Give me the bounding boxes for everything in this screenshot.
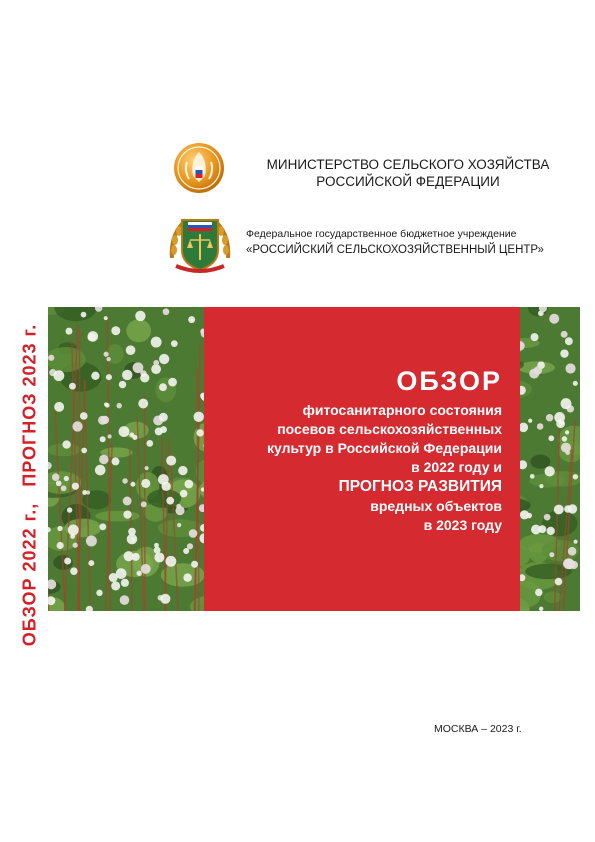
center-subtitle: Федеральное государственное бюджетное учреждение bbox=[246, 228, 517, 240]
title-line-4: в 2022 году и bbox=[411, 459, 502, 475]
ministry-name bbox=[248, 156, 568, 190]
spine-review: ОБЗОР 2022 г., bbox=[19, 502, 40, 647]
spine bbox=[10, 300, 50, 670]
title-block bbox=[212, 365, 502, 535]
title-line-2: посевов сельскохозяйственных bbox=[277, 421, 502, 437]
title-line-1: фитосанитарного состояния bbox=[302, 402, 502, 418]
center-name: «РОССИЙСКИЙ СЕЛЬСКОХОЗЯЙСТВЕННЫЙ ЦЕНТР» bbox=[246, 244, 544, 256]
title-line-6: в 2023 году bbox=[423, 517, 502, 533]
title-forecast: ПРОГНОЗ РАЗВИТИЯ bbox=[338, 478, 502, 495]
place-year: МОСКВА – 2023 г. bbox=[434, 723, 522, 735]
title-panel bbox=[204, 307, 520, 611]
ministry-name-line2: РОССИЙСКОЙ ФЕДЕРАЦИИ bbox=[316, 174, 500, 189]
title-line-5: вредных объектов bbox=[370, 498, 502, 514]
spine-title bbox=[20, 324, 41, 646]
title-main: ОБЗОР bbox=[396, 366, 502, 396]
ministry-emblem-icon bbox=[173, 142, 225, 194]
spine-forecast: ПРОГНОЗ 2023 г. bbox=[19, 323, 40, 487]
ministry-name-line1: МИНИСТЕРСТВО СЕЛЬСКОГО ХОЗЯЙСТВА bbox=[266, 157, 550, 172]
center-emblem-icon bbox=[166, 210, 234, 278]
title-line-3: культур в Российской Федерации bbox=[267, 440, 502, 456]
